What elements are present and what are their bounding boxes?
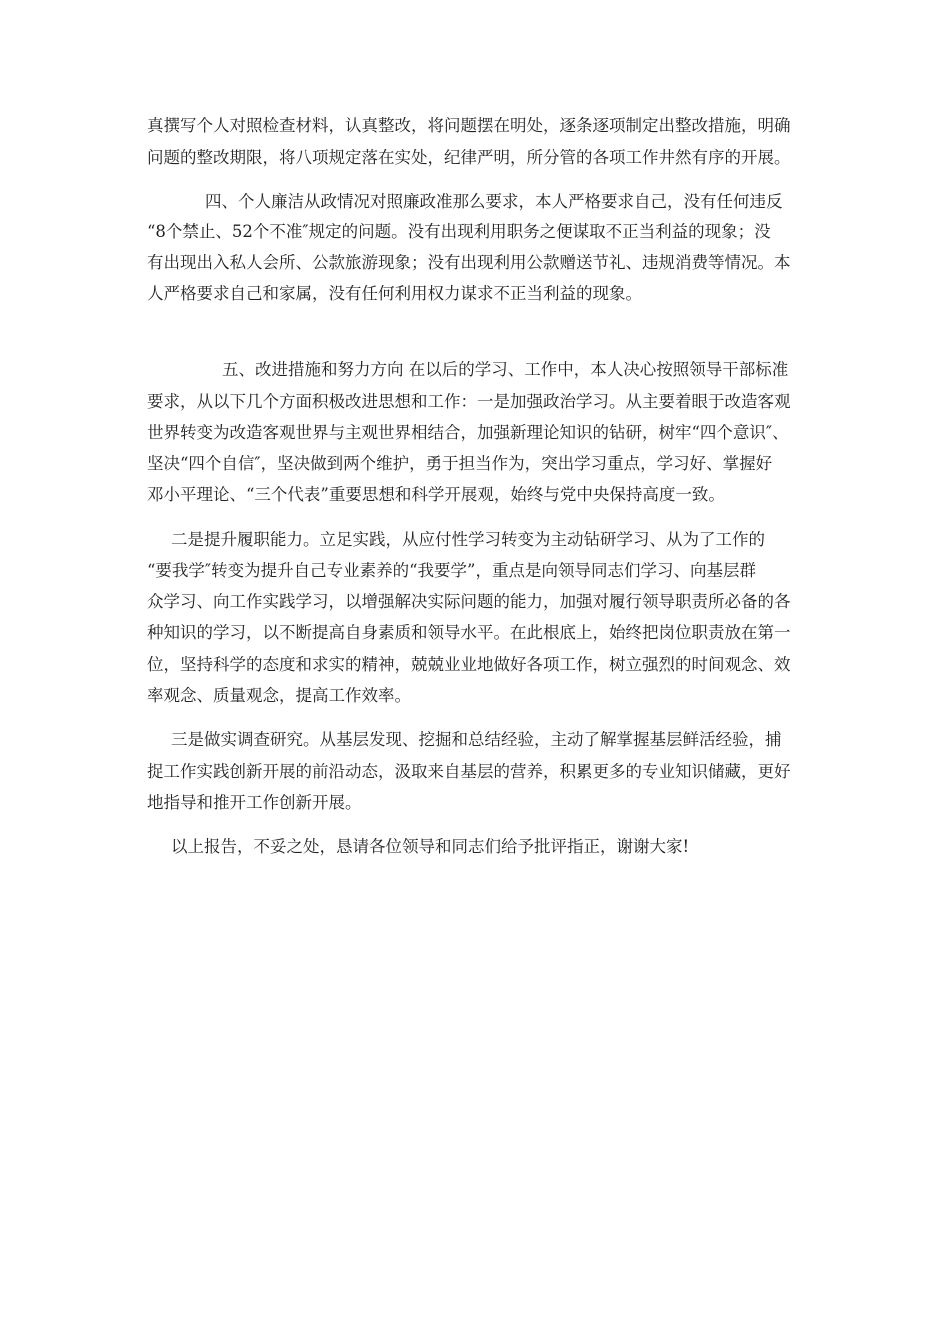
text-line: 有出现出入私人会所、公款旅游现象；没有出现利用公款赠送节礼、违规消费等情况。本 xyxy=(147,253,791,272)
text-line: 三是做实调查研究。从基层发现、挖掘和总结经验，主动了解掌握基层鲜活经验，捕 xyxy=(171,730,782,749)
text-line: 位，坚持科学的态度和求实的精神，兢兢业业地做好各项工作，树立强烈的时间观念、效 xyxy=(147,655,791,674)
text-line: “要我学″转变为提升自己专业素养的“我要学”，重点是向领导同志们学习、向基层群 xyxy=(147,561,756,580)
text-line: 率观念、质量观念，提高工作效率。 xyxy=(147,686,411,705)
text-line: 种知识的学习，以不断提高自身素质和领导水平。在此根底上，始终把岗位职责放在第一 xyxy=(147,623,791,642)
text-line: “8个禁止、52个不准″规定的问题。没有出现利用职务之便谋取不正当利益的现象；没 xyxy=(147,222,771,241)
text-line: 捉工作实践创新开展的前沿动态，汲取来自基层的营养，积累更多的专业知识储藏，更好 xyxy=(147,762,791,781)
text-line: 真撰写个人对照检查材料，认真整改，将问题摆在明处，逐条逐项制定出整改措施，明确 xyxy=(147,116,791,135)
text-line: 世界转变为改造客观世界与主观世界相结合，加强新理论知识的钻研，树牢“四个意识″、 xyxy=(147,423,789,442)
text-line: 以上报告，不妥之处，恳请各位领导和同志们给予批评指正，谢谢大家! xyxy=(171,837,690,856)
text-line: 坚决“四个自信″，坚决做到两个维护，勇于担当作为，突出学习重点，学习好、掌握好 xyxy=(147,454,773,473)
text-line: 人严格要求自己和家属，没有任何利用权力谋求不正当利益的现象。 xyxy=(147,284,642,303)
text-line: 五、改进措施和努力方向 在以后的学习、工作中，本人决心按照领导干部标准 xyxy=(222,360,789,379)
text-line: 要求，从以下几个方面积极改进思想和工作：一是加强政治学习。从主要着眼于改造客观 xyxy=(147,392,791,411)
text-line: 众学习、向工作实践学习，以增强解决实际问题的能力，加强对履行领导职责所必备的各 xyxy=(147,592,791,611)
text-line: 二是提升履职能力。立足实践，从应付性学习转变为主动钻研学习、从为了工作的 xyxy=(171,530,765,549)
text-line: 问题的整改期限，将八项规定落在实处，纪律严明，所分管的各项工作井然有序的开展。 xyxy=(147,148,791,167)
text-line: 邓小平理论、“三个代表”重要思想和科学开展观，始终与党中央保持高度一致。 xyxy=(147,485,725,504)
text-line: 四、个人廉洁从政情况对照廉政准那么要求，本人严格要求自己，没有任何违反 xyxy=(205,192,783,211)
text-line: 地指导和推开工作创新开展。 xyxy=(147,793,362,812)
